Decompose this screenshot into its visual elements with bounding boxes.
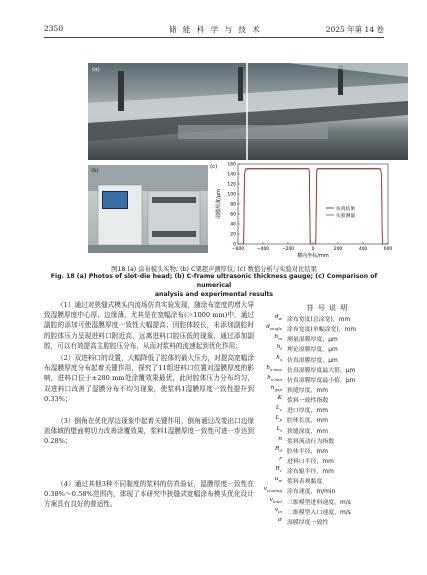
series-line-simulation <box>238 169 388 245</box>
symbol-row <box>262 456 387 466</box>
x-tick-label: −200 <box>281 247 295 252</box>
y-tick-label: 0 <box>233 242 236 248</box>
legend-label-sim: 仿真结果 <box>336 207 356 212</box>
symbol-row <box>262 476 387 486</box>
symbol: $u_w$ <box>274 476 282 484</box>
series-line-experiment <box>238 169 388 244</box>
caption-en-line-1: Fig. 18 (a) Photos of slot-die head; (b) C-frame ultrasonic thickness gauge; (c) Comparison of numerical <box>50 273 378 289</box>
symbol-row <box>262 385 387 395</box>
figure-caption-cn: 图18 (a) 涂布模头实物; (b) C架超声测厚仪; (c) 数值分析与实验对比结果 <box>111 266 317 273</box>
symbol-row <box>262 344 387 354</box>
symbol-row <box>262 365 387 375</box>
symbol-row <box>262 415 387 425</box>
symbol-description: 涂布速度，m/min <box>287 489 336 496</box>
symbol: $d_w$ <box>274 314 282 322</box>
symbol: $L_c$ <box>275 405 282 413</box>
symbol-description: 仿真湿膜厚度，μm <box>287 357 338 364</box>
symbol: $v_{coating}$ <box>263 486 282 494</box>
panel-label-a: (a) <box>92 67 100 73</box>
y-tick-label: 120 <box>227 182 236 188</box>
conclusion-paragraph-4: （4）通过其他3种不同黏度的浆料的仿真验证，湿膜厚度一致性在0.38%～0.58%范围内，体现了本研究中狭缝式宽幅涂布模头优化设计方案具有良好的普适性。 <box>44 480 254 509</box>
legend-label-exp: 实验测量 <box>336 214 356 219</box>
symbol-row <box>262 486 387 496</box>
legend <box>326 205 355 219</box>
y-tick-label: 160 <box>227 162 236 168</box>
symbol-row <box>262 355 387 365</box>
symbol-row <box>262 446 387 456</box>
symbol-row <box>262 517 387 527</box>
journal-title: 储 能 科 学 与 技 术 <box>169 25 262 34</box>
symbol: $L_p$ <box>275 415 282 423</box>
symbol-row <box>262 466 387 476</box>
symbol-description: 三维模型进料速度，m/s <box>287 499 351 506</box>
symbol-description: 湿膜厚度一致性 <box>287 519 329 526</box>
caption-en-line-2: analysis and experimental results <box>154 291 274 298</box>
symbol: $d_{single}$ <box>266 324 282 332</box>
symbol: σ <box>277 516 282 523</box>
plot-frame <box>238 164 388 244</box>
symbol: $h_s$ <box>276 354 282 362</box>
x-tick-label: −400 <box>256 247 270 252</box>
symbol: $h_{gap}$ <box>270 384 282 393</box>
symbol: $R_d$ <box>275 445 282 453</box>
gauge-illustration <box>88 165 208 253</box>
chart-svg <box>208 160 410 260</box>
conclusion-paragraph-3: （3）倒角在优化厚边现象中起着关键作用，倒角通过改变出口边缘流体域的壁面剪切力改善涂覆效果，浆料1湿膜厚度一致性可进一步达到0.28%； <box>44 417 254 446</box>
symbols-list <box>262 314 387 527</box>
symbol-row <box>262 395 387 405</box>
symbol: $h_{s-min}$ <box>267 374 282 383</box>
symbol: $h_m$ <box>274 334 282 342</box>
symbol-description: 涂布辊半径，mm <box>287 469 334 476</box>
symbol: $R_c$ <box>275 466 282 474</box>
symbol: $v_{in}$ <box>274 506 282 514</box>
symbol-description: 仿真湿膜厚度最大值，μm <box>287 367 356 374</box>
y-tick-label: 140 <box>227 172 236 178</box>
symbol-description: 涂布宽度(单幅涂宽)，mm <box>287 327 357 334</box>
symbol-row <box>262 334 387 344</box>
slot-die-photo <box>88 63 408 160</box>
y-tick-label: 40 <box>230 222 236 228</box>
symbol-description: 进料口半径，mm <box>287 458 334 465</box>
y-tick-label: 20 <box>230 232 236 238</box>
symbol: n <box>278 435 282 442</box>
symbol-row <box>262 314 387 324</box>
symbol: K <box>277 395 282 402</box>
symbol-row <box>262 436 387 446</box>
symbol-description: 腔体长度，mm <box>287 418 328 425</box>
running-header <box>44 24 384 38</box>
symbol-row <box>262 507 387 517</box>
symbol-description: 测量湿膜厚度，μm <box>287 337 338 344</box>
symbol-row <box>262 426 387 436</box>
symbol-description: 进口厚度，mm <box>287 408 328 415</box>
symbol-row <box>262 324 387 334</box>
symbol: $v_{inlet}$ <box>269 496 282 504</box>
y-axis-label: 湿膜厚度/μm <box>216 189 222 219</box>
symbol-description: 涂布宽度(总涂宽)，mm <box>287 317 351 323</box>
x-tick-label: 200 <box>333 247 343 252</box>
slot-die-illustration <box>88 63 408 160</box>
symbol-description: 腔体半径，mm <box>287 448 328 455</box>
symbol-description: 浆料流动行为指数 <box>287 438 335 445</box>
figure-caption-en <box>44 272 384 299</box>
x-tick-label: 400 <box>358 247 368 252</box>
symbol: $L_t$ <box>276 425 282 433</box>
x-tick-label: 600 <box>383 247 393 252</box>
symbol: $h_{s-max}$ <box>266 364 282 372</box>
symbol-row <box>262 375 387 385</box>
x-tick-label: −600 <box>231 247 245 252</box>
symbol-description: 浆料表观黏度 <box>287 479 323 486</box>
x-tick-label: 0 <box>311 247 315 252</box>
symbol-description: 理论湿膜厚度，μm <box>287 347 338 354</box>
header-rule <box>44 37 384 38</box>
symbol: $h_t$ <box>276 344 282 352</box>
y-tick-label: 100 <box>227 192 236 198</box>
thickness-comparison-chart <box>208 160 410 260</box>
symbol-description: 浆料一致性指数 <box>287 398 329 405</box>
conclusion-paragraph-1: （1）通过对狭缝式模头内流场仿真实验发现，随涂布宽度的增大导致湿膜厚度中心厚、边缘薄，尤其是在宽幅涂布(＞1000 mm)中，通过副腔的添加可使湿膜厚度一致性大幅提高；因腔体较长，未添加副腔时的腔体压力呈现进料口附近高，远离进料口腔压低的现象，通过添加副腔，可以有效提高主腔腔压分布，从而对浆料的流速起到优化作用； <box>44 301 254 350</box>
thickness-gauge-photo <box>88 165 208 253</box>
y-tick-label: 60 <box>230 212 236 218</box>
symbol-description: 狭缝深度，mm <box>287 428 328 435</box>
symbols-title: 符 号 说 明 <box>306 304 349 312</box>
symbol-description: 仿真湿膜厚度最小值，μm <box>287 377 356 384</box>
page-number: 2350 <box>44 24 64 33</box>
symbol: r <box>279 455 282 462</box>
y-tick-label: 80 <box>230 202 236 208</box>
symbol-row <box>262 405 387 415</box>
panel-label-c: (c) <box>210 164 218 170</box>
x-axis-label: 横向坐标/mm <box>297 253 329 259</box>
symbol-row <box>262 497 387 507</box>
issue-info: 2025 年第 14 卷 <box>325 25 384 34</box>
conclusion-paragraph-2: （2）双进料口的设置，大幅降低了腔体的最大压力，对提高宽幅涂布湿膜厚度分布起着关键作用，探究了11组进料口位置对湿膜厚度的影响，进料口位于±280 mm处涂覆效果最优，此时腔体压力分布均匀，双进料口改善了湿膜分布不均匀现象，使浆料1湿膜厚度一致性提升到0.33%； <box>44 354 254 403</box>
symbol-description: 二维模型入口速度，m/s <box>287 509 351 516</box>
panel-label-b: (b) <box>91 168 99 174</box>
symbol-description: 狭缝厚度，mm <box>287 387 328 394</box>
